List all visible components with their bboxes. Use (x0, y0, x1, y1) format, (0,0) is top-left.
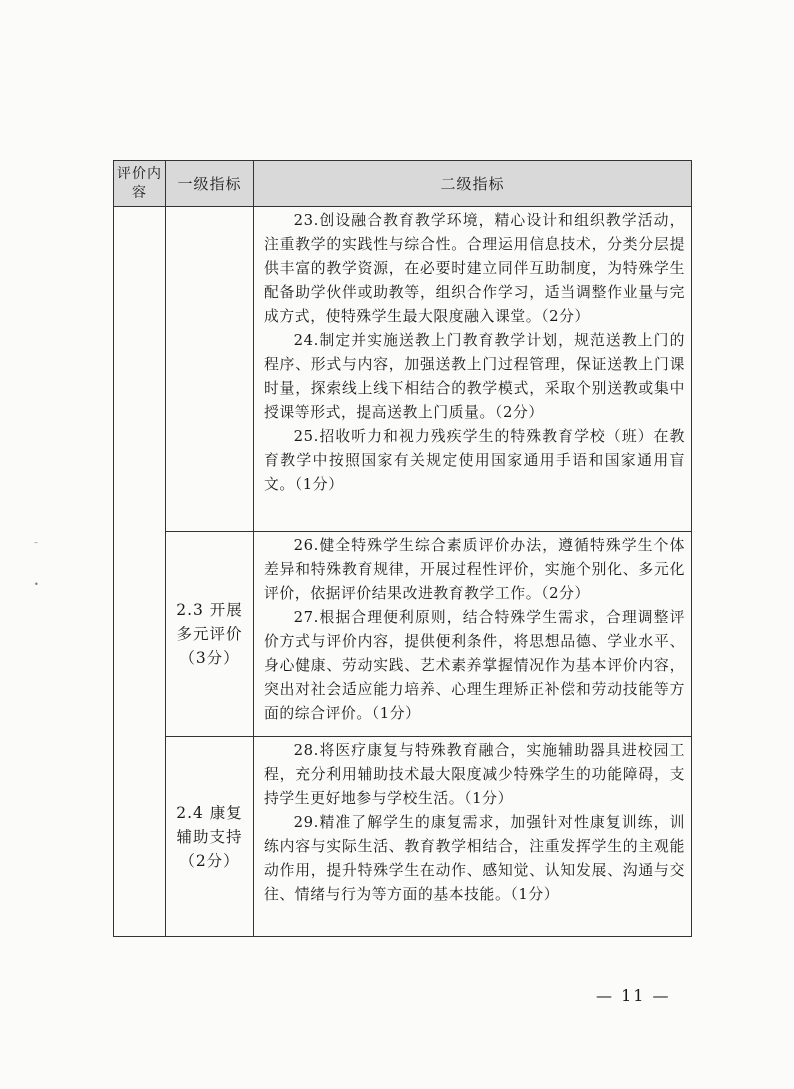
indicator-item: 24.制定并实施送教上门教育教学计划，规范送教上门的程序、形式与内容，加强送教上门过程管理，保证送教上门课时量，探索线上线下相结合的教学模式，采取个别送教或集中授课等形式，提高送教上门质量。（2分） (264, 332, 685, 421)
page-number: — 11 — (596, 986, 671, 1005)
scan-mark: • (34, 580, 39, 589)
indicator-item: 26.健全特殊学生综合素质评价办法，遵循特殊学生个体差异和特殊教育规律，开展过程性评价，实施个别化、多元化评价，依据评价结果改进教育教学工作。（2分） (264, 537, 685, 602)
scan-mark: – (34, 538, 38, 547)
level2-cell (254, 532, 692, 737)
header-level2-indicator: 二级指标 (254, 161, 692, 207)
indicator-item: 27.根据合理便利原则，结合特殊学生需求，合理调整评价方式与评价内容，提供便利条件，将思想品德、学业水平、身心健康、劳动实践、艺术素养掌握情况作为基本评价内容，突出对社会适应能力培养、心理生理矫正补偿和劳动技能等方面的综合评价。（1分） (264, 609, 685, 722)
level1-cell (166, 207, 254, 532)
evaluation-content-cell (114, 207, 166, 937)
table-row (114, 207, 692, 532)
level1-label: 2.4 康复辅助支持 (176, 803, 243, 846)
header-level1-indicator: 一级指标 (166, 161, 254, 207)
level1-label: 2.3 开展多元评价 (176, 601, 243, 643)
indicator-item: 25.招收听力和视力残疾学生的特殊教育学校（班）在教育教学中按照国家有关规定使用国家通用手语和国家通用盲文。（1分） (264, 428, 685, 493)
level1-points: （2分） (179, 851, 240, 870)
level2-cell (254, 207, 692, 532)
header-evaluation-content: 评价内容 (114, 161, 166, 207)
indicator-item: 28.将医疗康复与特殊教育融合，实施辅助器具进校园工程，充分利用辅助技术最大限度减少特殊学生的功能障碍，支持学生更好地参与学校生活。（1分） (264, 742, 685, 807)
table-header-row (114, 161, 692, 207)
evaluation-table (113, 160, 692, 937)
level1-points: （3分） (179, 649, 240, 667)
table-row (114, 532, 692, 737)
table-row (114, 737, 692, 937)
indicator-item: 29.精准了解学生的康复需求，加强针对性康复训练，训练内容与实际生活、教育教学相结合，注重发挥学生的主观能动作用，提升特殊学生在动作、感知觉、认知发展、沟通与交往、情绪与行为等方面的基本技能。（1分） (264, 814, 685, 903)
level2-cell (254, 737, 692, 937)
level1-cell (166, 532, 254, 737)
level1-cell (166, 737, 254, 937)
indicator-item: 23.创设融合教育教学环境，精心设计和组织教学活动，注重教学的实践性与综合性。合理运用信息技术，分类分层提供丰富的教学资源，在必要时建立同伴互助制度，为特殊学生配备助学伙伴或助教等，组织合作学习，适当调整作业量与完成方式，使特殊学生最大限度融入课堂。（2分） (264, 212, 685, 325)
